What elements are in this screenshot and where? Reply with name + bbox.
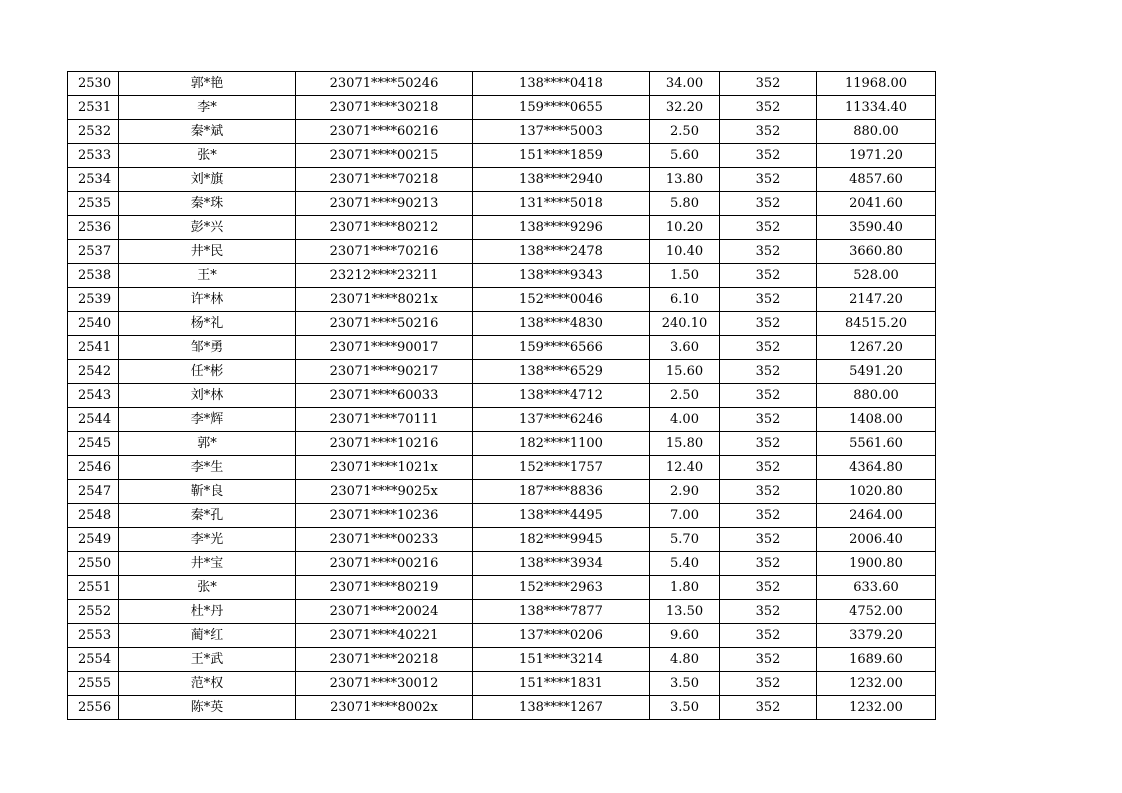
amount-cell: 5561.60 <box>817 432 936 456</box>
phone-cell: 138****6529 <box>473 360 650 384</box>
rate-cell: 352 <box>720 72 817 96</box>
amount-cell: 633.60 <box>817 576 936 600</box>
rate-cell: 352 <box>720 312 817 336</box>
area-cell: 2.50 <box>650 120 720 144</box>
name-cell: 秦*孔 <box>119 504 296 528</box>
phone-cell: 182****9945 <box>473 528 650 552</box>
rate-cell: 352 <box>720 552 817 576</box>
phone-cell: 131****5018 <box>473 192 650 216</box>
id-number-cell: 23071****50216 <box>296 312 473 336</box>
id-number-cell: 23071****90017 <box>296 336 473 360</box>
seq-cell: 2535 <box>68 192 119 216</box>
data-table <box>67 71 936 720</box>
name-cell: 范*权 <box>119 672 296 696</box>
table-row <box>68 672 936 696</box>
table-row <box>68 312 936 336</box>
rate-cell: 352 <box>720 168 817 192</box>
amount-cell: 4752.00 <box>817 600 936 624</box>
seq-cell: 2538 <box>68 264 119 288</box>
id-number-cell: 23071****50246 <box>296 72 473 96</box>
name-cell: 井*宝 <box>119 552 296 576</box>
area-cell: 5.60 <box>650 144 720 168</box>
area-cell: 34.00 <box>650 72 720 96</box>
table-row <box>68 528 936 552</box>
name-cell: 井*民 <box>119 240 296 264</box>
rate-cell: 352 <box>720 504 817 528</box>
id-number-cell: 23071****8021x <box>296 288 473 312</box>
rate-cell: 352 <box>720 384 817 408</box>
table-body <box>68 72 936 720</box>
amount-cell: 3379.20 <box>817 624 936 648</box>
table-row <box>68 384 936 408</box>
table-row <box>68 696 936 720</box>
table-row <box>68 480 936 504</box>
amount-cell: 1900.80 <box>817 552 936 576</box>
table-row <box>68 576 936 600</box>
rate-cell: 352 <box>720 120 817 144</box>
seq-cell: 2553 <box>68 624 119 648</box>
amount-cell: 1408.00 <box>817 408 936 432</box>
area-cell: 1.80 <box>650 576 720 600</box>
phone-cell: 138****3934 <box>473 552 650 576</box>
seq-cell: 2540 <box>68 312 119 336</box>
id-number-cell: 23071****9025x <box>296 480 473 504</box>
phone-cell: 138****2478 <box>473 240 650 264</box>
seq-cell: 2555 <box>68 672 119 696</box>
rate-cell: 352 <box>720 240 817 264</box>
table-row <box>68 264 936 288</box>
id-number-cell: 23071****80219 <box>296 576 473 600</box>
name-cell: 邹*勇 <box>119 336 296 360</box>
area-cell: 4.80 <box>650 648 720 672</box>
id-number-cell: 23071****60216 <box>296 120 473 144</box>
seq-cell: 2530 <box>68 72 119 96</box>
seq-cell: 2551 <box>68 576 119 600</box>
table-row <box>68 624 936 648</box>
rate-cell: 352 <box>720 576 817 600</box>
table-row <box>68 96 936 120</box>
id-number-cell: 23071****70218 <box>296 168 473 192</box>
id-number-cell: 23071****00233 <box>296 528 473 552</box>
name-cell: 李* <box>119 96 296 120</box>
name-cell: 张* <box>119 144 296 168</box>
seq-cell: 2544 <box>68 408 119 432</box>
name-cell: 王* <box>119 264 296 288</box>
id-number-cell: 23071****30218 <box>296 96 473 120</box>
area-cell: 4.00 <box>650 408 720 432</box>
phone-cell: 138****9343 <box>473 264 650 288</box>
phone-cell: 138****9296 <box>473 216 650 240</box>
id-number-cell: 23071****60033 <box>296 384 473 408</box>
phone-cell: 187****8836 <box>473 480 650 504</box>
id-number-cell: 23071****10236 <box>296 504 473 528</box>
id-number-cell: 23071****90213 <box>296 192 473 216</box>
amount-cell: 528.00 <box>817 264 936 288</box>
area-cell: 5.70 <box>650 528 720 552</box>
area-cell: 7.00 <box>650 504 720 528</box>
table-row <box>68 336 936 360</box>
rate-cell: 352 <box>720 672 817 696</box>
table-row <box>68 144 936 168</box>
id-number-cell: 23071****70216 <box>296 240 473 264</box>
rate-cell: 352 <box>720 336 817 360</box>
rate-cell: 352 <box>720 648 817 672</box>
phone-cell: 151****1859 <box>473 144 650 168</box>
rate-cell: 352 <box>720 456 817 480</box>
seq-cell: 2542 <box>68 360 119 384</box>
name-cell: 杨*礼 <box>119 312 296 336</box>
seq-cell: 2543 <box>68 384 119 408</box>
table-row <box>68 288 936 312</box>
seq-cell: 2531 <box>68 96 119 120</box>
area-cell: 10.40 <box>650 240 720 264</box>
amount-cell: 880.00 <box>817 384 936 408</box>
rate-cell: 352 <box>720 600 817 624</box>
area-cell: 9.60 <box>650 624 720 648</box>
area-cell: 32.20 <box>650 96 720 120</box>
amount-cell: 2041.60 <box>817 192 936 216</box>
id-number-cell: 23071****00216 <box>296 552 473 576</box>
id-number-cell: 23071****90217 <box>296 360 473 384</box>
id-number-cell: 23071****1021x <box>296 456 473 480</box>
name-cell: 陈*英 <box>119 696 296 720</box>
amount-cell: 2147.20 <box>817 288 936 312</box>
name-cell: 郭*艳 <box>119 72 296 96</box>
seq-cell: 2532 <box>68 120 119 144</box>
name-cell: 郭* <box>119 432 296 456</box>
table-row <box>68 216 936 240</box>
area-cell: 3.60 <box>650 336 720 360</box>
id-number-cell: 23071****30012 <box>296 672 473 696</box>
phone-cell: 152****2963 <box>473 576 650 600</box>
name-cell: 秦*珠 <box>119 192 296 216</box>
phone-cell: 137****6246 <box>473 408 650 432</box>
amount-cell: 4364.80 <box>817 456 936 480</box>
rate-cell: 352 <box>720 624 817 648</box>
amount-cell: 11334.40 <box>817 96 936 120</box>
area-cell: 13.50 <box>650 600 720 624</box>
table-row <box>68 192 936 216</box>
table-row <box>68 360 936 384</box>
area-cell: 15.60 <box>650 360 720 384</box>
phone-cell: 138****4712 <box>473 384 650 408</box>
name-cell: 彭*兴 <box>119 216 296 240</box>
name-cell: 张* <box>119 576 296 600</box>
rate-cell: 352 <box>720 528 817 552</box>
id-number-cell: 23071****8002x <box>296 696 473 720</box>
phone-cell: 152****1757 <box>473 456 650 480</box>
phone-cell: 137****5003 <box>473 120 650 144</box>
amount-cell: 5491.20 <box>817 360 936 384</box>
phone-cell: 138****4495 <box>473 504 650 528</box>
phone-cell: 159****6566 <box>473 336 650 360</box>
id-number-cell: 23071****70111 <box>296 408 473 432</box>
area-cell: 3.50 <box>650 672 720 696</box>
table-row <box>68 600 936 624</box>
seq-cell: 2537 <box>68 240 119 264</box>
amount-cell: 4857.60 <box>817 168 936 192</box>
phone-cell: 159****0655 <box>473 96 650 120</box>
name-cell: 李*辉 <box>119 408 296 432</box>
rate-cell: 352 <box>720 144 817 168</box>
id-number-cell: 23071****10216 <box>296 432 473 456</box>
amount-cell: 1971.20 <box>817 144 936 168</box>
area-cell: 13.80 <box>650 168 720 192</box>
seq-cell: 2539 <box>68 288 119 312</box>
id-number-cell: 23071****00215 <box>296 144 473 168</box>
table-row <box>68 648 936 672</box>
name-cell: 靳*良 <box>119 480 296 504</box>
name-cell: 杜*丹 <box>119 600 296 624</box>
amount-cell: 84515.20 <box>817 312 936 336</box>
table-row <box>68 168 936 192</box>
id-number-cell: 23071****80212 <box>296 216 473 240</box>
id-number-cell: 23071****20218 <box>296 648 473 672</box>
name-cell: 李*光 <box>119 528 296 552</box>
amount-cell: 1232.00 <box>817 672 936 696</box>
phone-cell: 138****4830 <box>473 312 650 336</box>
amount-cell: 1020.80 <box>817 480 936 504</box>
area-cell: 2.90 <box>650 480 720 504</box>
area-cell: 15.80 <box>650 432 720 456</box>
rate-cell: 352 <box>720 192 817 216</box>
name-cell: 秦*斌 <box>119 120 296 144</box>
phone-cell: 137****0206 <box>473 624 650 648</box>
seq-cell: 2552 <box>68 600 119 624</box>
seq-cell: 2556 <box>68 696 119 720</box>
name-cell: 刘*旗 <box>119 168 296 192</box>
seq-cell: 2550 <box>68 552 119 576</box>
table-row <box>68 240 936 264</box>
name-cell: 任*彬 <box>119 360 296 384</box>
rate-cell: 352 <box>720 360 817 384</box>
rate-cell: 352 <box>720 480 817 504</box>
name-cell: 李*生 <box>119 456 296 480</box>
rate-cell: 352 <box>720 96 817 120</box>
area-cell: 3.50 <box>650 696 720 720</box>
amount-cell: 2464.00 <box>817 504 936 528</box>
phone-cell: 152****0046 <box>473 288 650 312</box>
amount-cell: 1267.20 <box>817 336 936 360</box>
table-row <box>68 456 936 480</box>
area-cell: 240.10 <box>650 312 720 336</box>
seq-cell: 2536 <box>68 216 119 240</box>
table-row <box>68 120 936 144</box>
area-cell: 6.10 <box>650 288 720 312</box>
name-cell: 蔺*红 <box>119 624 296 648</box>
amount-cell: 880.00 <box>817 120 936 144</box>
area-cell: 10.20 <box>650 216 720 240</box>
area-cell: 5.40 <box>650 552 720 576</box>
name-cell: 王*武 <box>119 648 296 672</box>
seq-cell: 2546 <box>68 456 119 480</box>
seq-cell: 2545 <box>68 432 119 456</box>
amount-cell: 3590.40 <box>817 216 936 240</box>
phone-cell: 151****3214 <box>473 648 650 672</box>
phone-cell: 138****2940 <box>473 168 650 192</box>
seq-cell: 2549 <box>68 528 119 552</box>
amount-cell: 1232.00 <box>817 696 936 720</box>
rate-cell: 352 <box>720 264 817 288</box>
seq-cell: 2534 <box>68 168 119 192</box>
seq-cell: 2547 <box>68 480 119 504</box>
table-row <box>68 72 936 96</box>
phone-cell: 138****7877 <box>473 600 650 624</box>
table-row <box>68 504 936 528</box>
name-cell: 许*林 <box>119 288 296 312</box>
table-row <box>68 552 936 576</box>
id-number-cell: 23071****20024 <box>296 600 473 624</box>
rate-cell: 352 <box>720 696 817 720</box>
area-cell: 12.40 <box>650 456 720 480</box>
rate-cell: 352 <box>720 216 817 240</box>
table-row <box>68 408 936 432</box>
amount-cell: 2006.40 <box>817 528 936 552</box>
rate-cell: 352 <box>720 408 817 432</box>
phone-cell: 138****1267 <box>473 696 650 720</box>
amount-cell: 11968.00 <box>817 72 936 96</box>
area-cell: 2.50 <box>650 384 720 408</box>
phone-cell: 182****1100 <box>473 432 650 456</box>
table-row <box>68 432 936 456</box>
id-number-cell: 23212****23211 <box>296 264 473 288</box>
seq-cell: 2541 <box>68 336 119 360</box>
rate-cell: 352 <box>720 432 817 456</box>
amount-cell: 3660.80 <box>817 240 936 264</box>
rate-cell: 352 <box>720 288 817 312</box>
seq-cell: 2554 <box>68 648 119 672</box>
name-cell: 刘*林 <box>119 384 296 408</box>
seq-cell: 2548 <box>68 504 119 528</box>
id-number-cell: 23071****40221 <box>296 624 473 648</box>
area-cell: 5.80 <box>650 192 720 216</box>
phone-cell: 151****1831 <box>473 672 650 696</box>
seq-cell: 2533 <box>68 144 119 168</box>
area-cell: 1.50 <box>650 264 720 288</box>
phone-cell: 138****0418 <box>473 72 650 96</box>
amount-cell: 1689.60 <box>817 648 936 672</box>
